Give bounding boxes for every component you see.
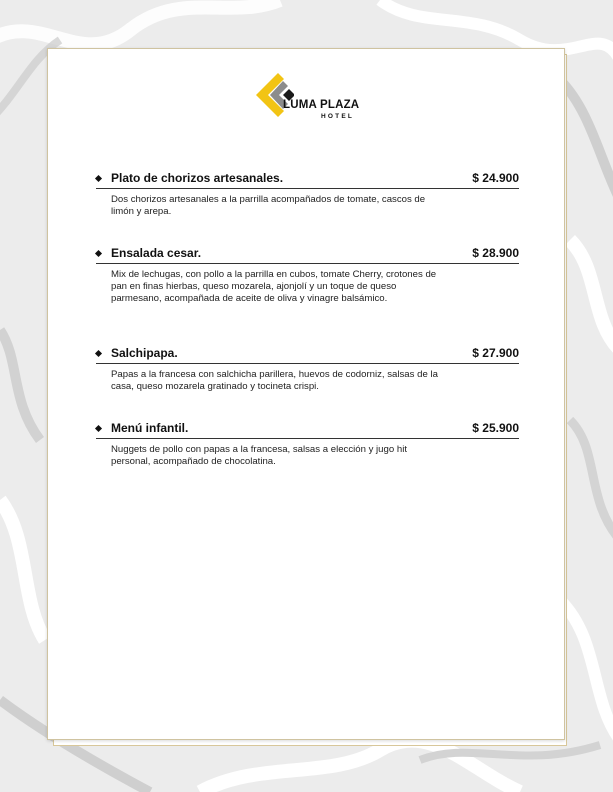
hotel-logo [256,73,368,125]
item-divider [96,438,519,439]
item-price: $ 24.900 [472,171,519,185]
item-description: Mix de lechugas, con pollo a la parrilla en cubos, tomate Cherry, crotones de pan en finas hierbas, queso mozarela, ajonjolí y un toque de queso parmesano, acompañada de aceite de oliva y vinagre balsámico. [111,269,437,304]
item-price: $ 27.900 [472,346,519,360]
item-name: Menú infantil. [111,421,189,435]
diamond-bullet-icon [95,175,102,182]
menu-item [96,171,519,217]
item-description: Nuggets de pollo con papas a la francesa, salsas a elección y jugo hit personal, acompañado de chocolatina. [111,444,407,467]
diamond-bullet-icon [95,425,102,432]
item-price: $ 25.900 [472,421,519,435]
item-name: Plato de chorizos artesanales. [111,171,284,185]
menu-card [47,48,565,740]
item-name: Ensalada cesar. [111,246,202,260]
menu-item [96,421,519,467]
menu-item [96,346,519,392]
item-divider [96,363,519,364]
item-description: Papas a la francesa con salchicha parillera, huevos de codorniz, salsas de la casa, queso mozarela gratinado y tocineta crispi. [111,369,438,392]
item-description: Dos chorizos artesanales a la parrilla acompañados de tomate, cascos de limón y arepa. [111,194,426,217]
hotel-name: LUMA PLAZA [283,99,360,111]
item-name: Salchipapa. [111,346,178,360]
menu-item [96,246,519,304]
logo-mark-icon [256,73,294,119]
diamond-bullet-icon [95,250,102,257]
hotel-subtitle: HOTEL [321,113,355,120]
diamond-bullet-icon [95,350,102,357]
item-divider [96,188,519,189]
item-price: $ 28.900 [472,246,519,260]
item-divider [96,263,519,264]
